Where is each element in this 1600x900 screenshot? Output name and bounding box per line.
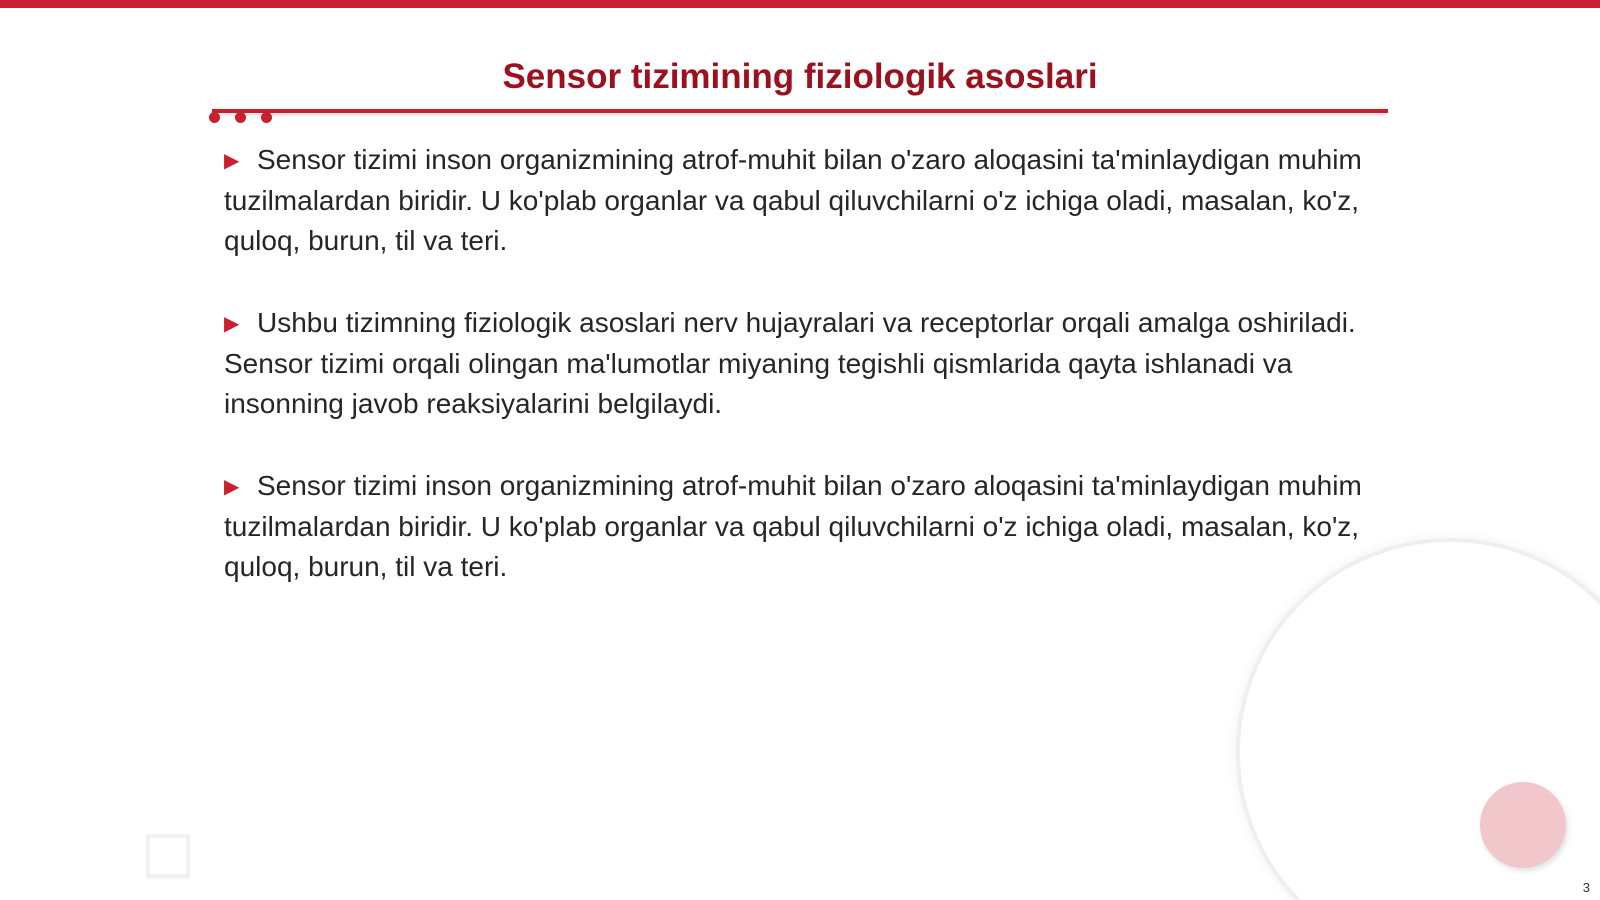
underline-dot bbox=[209, 112, 220, 123]
bullet-item bbox=[224, 140, 1374, 261]
triangle-right-icon: ▶ bbox=[224, 313, 240, 335]
triangle-right-icon: ▶ bbox=[224, 476, 240, 498]
decorative-square bbox=[146, 834, 190, 878]
bullet-text: Sensor tizimi inson organizmining atrof-muhit bilan o'zaro aloqasini ta'minlaydigan muhim tuzilmalardan biridir. U ko'plab organlar va qabul qiluvchilarni o'z ichiga oladi, masalan, ko'z, quloq, burun, til va teri. bbox=[224, 470, 1362, 582]
bullet-item bbox=[224, 303, 1374, 424]
top-accent-bar bbox=[0, 0, 1600, 8]
page-number: 3 bbox=[1582, 880, 1590, 895]
bullet-text: Ushbu tizimning fiziologik asoslari nerv hujayralari va receptorlar orqali amalga oshiriladi. Sensor tizimi orqali olingan ma'lumotlar miyaning tegishli qismlarida qayta ishlanadi va insonning javob reaksiyalarini belgilaydi. bbox=[224, 307, 1356, 419]
bullet-item bbox=[224, 466, 1374, 587]
slide-title: Sensor tizimining fiziologik asoslari bbox=[502, 57, 1098, 96]
bullet-list bbox=[224, 140, 1374, 629]
underline-dot bbox=[235, 112, 246, 123]
bullet-text: Sensor tizimi inson organizmining atrof-muhit bilan o'zaro aloqasini ta'minlaydigan muhim tuzilmalardan biridir. U ko'plab organlar va qabul qiluvchilarni o'z ichiga oladi, masalan, ko'z, quloq, burun, til va teri. bbox=[224, 144, 1362, 256]
title-underline bbox=[212, 109, 1388, 113]
decorative-disc bbox=[1480, 782, 1566, 868]
triangle-right-icon: ▶ bbox=[224, 150, 240, 172]
underline-dot bbox=[261, 112, 272, 123]
